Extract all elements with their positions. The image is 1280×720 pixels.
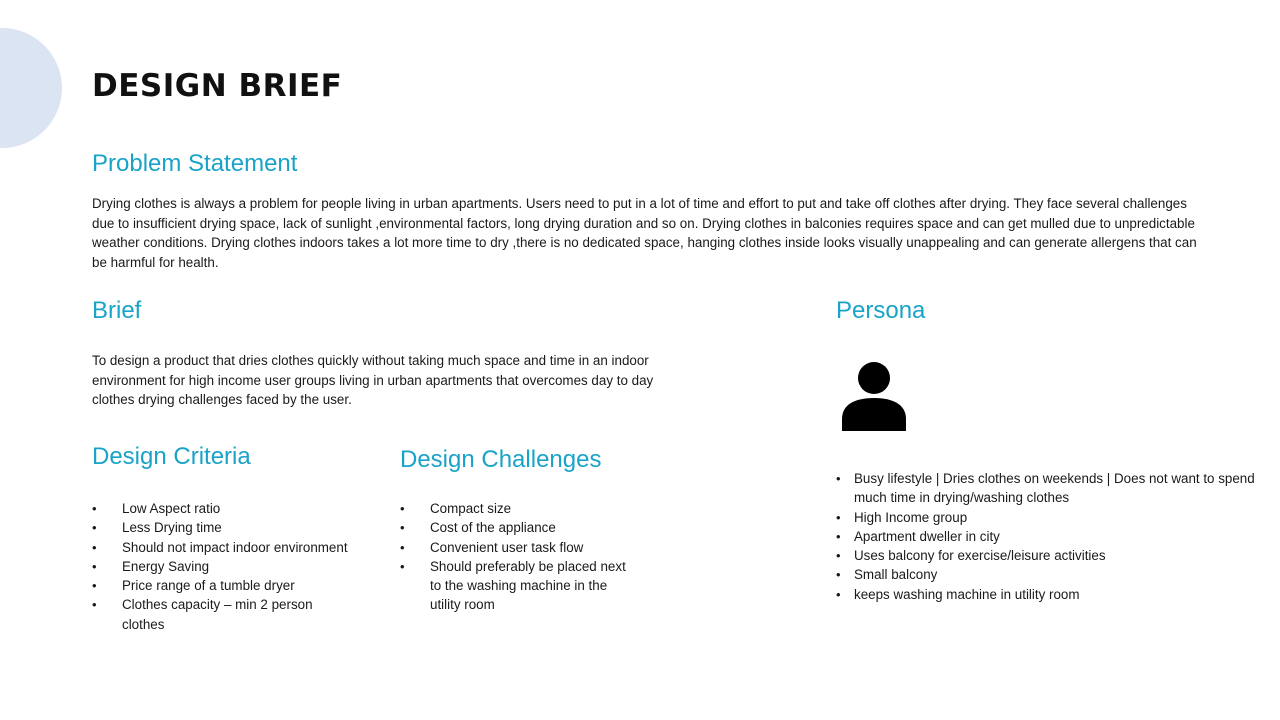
list-item: • Should preferably be placed next to the washing machine in the utility room	[400, 557, 640, 615]
list-item: • Cost of the appliance	[400, 518, 640, 537]
list-item: • Uses balcony for exercise/leisure activities	[836, 546, 1256, 565]
person-icon	[841, 361, 907, 431]
list-item: • Should not impact indoor environment	[92, 538, 382, 557]
problem-statement-heading: Problem Statement	[92, 150, 298, 177]
design-criteria-list	[92, 499, 382, 634]
list-item: • Price range of a tumble dryer	[92, 576, 382, 595]
brief-heading: Brief	[92, 297, 142, 324]
list-item: • Busy lifestyle | Dries clothes on weekends | Does not want to spend much time in drying/washing clothes	[836, 469, 1256, 508]
list-item: • High Income group	[836, 508, 1256, 527]
design-criteria-heading: Design Criteria	[92, 443, 251, 470]
page-title: DESIGN BRIEF	[92, 68, 343, 104]
list-item: • Energy Saving	[92, 557, 382, 576]
list-item: • Compact size	[400, 499, 640, 518]
list-item: • Clothes capacity – min 2 person clothes	[92, 595, 337, 634]
problem-statement-text: Drying clothes is always a problem for people living in urban apartments. Users need to put in a lot of time and effort to put and take off clothes after drying. They face several challenges due to insufficient drying space, lack of sunlight ,environmental factors, long drying duration and so on. Drying clothes in balconies requires space and can get mulled due to unpredictable weather conditions. Drying clothes indoors takes a lot more time to dry ,there is no dedicated space, hanging clothes inside looks visually unappealing and can generate allergens that can be harmful for health.	[92, 196, 1197, 270]
list-item: • Convenient user task flow	[400, 538, 640, 557]
persona-heading: Persona	[836, 297, 926, 324]
list-item: • keeps washing machine in utility room	[836, 585, 1256, 604]
decorative-circle	[0, 28, 62, 148]
list-item: • Low Aspect ratio	[92, 499, 382, 518]
list-item: • Less Drying time	[92, 518, 382, 537]
list-item: • Small balcony	[836, 565, 1256, 584]
design-challenges-heading: Design Challenges	[400, 446, 602, 473]
list-item: • Apartment dweller in city	[836, 527, 1256, 546]
brief-text: To design a product that dries clothes quickly without taking much space and time in an indoor environment for high income user groups living in urban apartments that overcomes day to day clothes drying challenges faced by the user.	[92, 353, 654, 407]
design-challenges-list	[400, 499, 640, 615]
persona-list	[836, 469, 1256, 604]
